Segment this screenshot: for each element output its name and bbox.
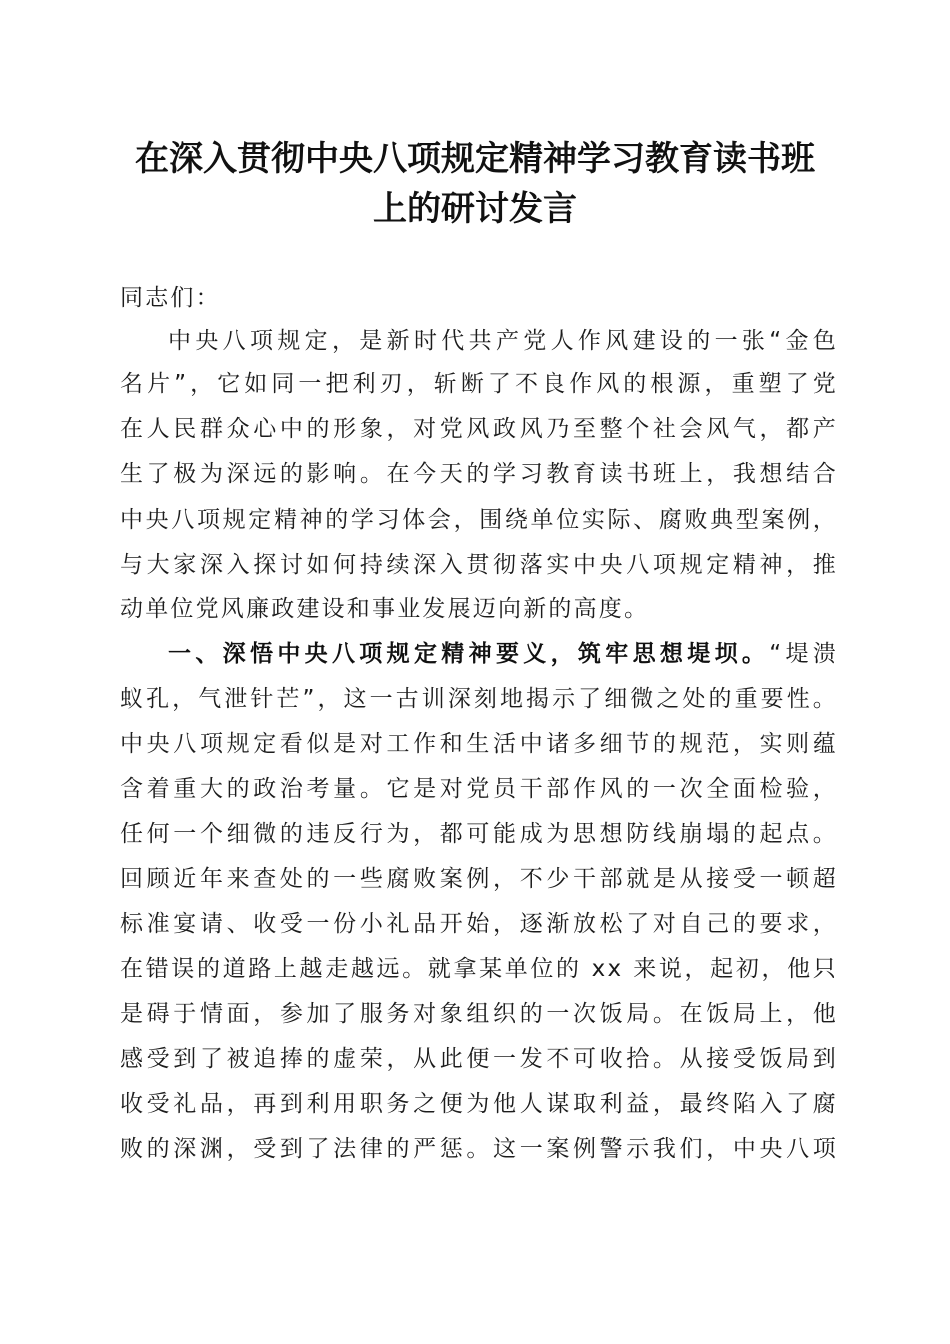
section-1-line: 标准宴请、收受一份小礼品开始，逐渐放松了对自己的要求，	[120, 911, 838, 937]
section-1-line: 任何一个细微的违反行为，都可能成为思想防线崩塌的起点。	[120, 821, 838, 847]
section-1-line: 收受礼品，再到利用职务之便为他人谋取利益，最终陷入了腐	[120, 1091, 838, 1117]
section-1-line: 败的深渊，受到了法律的严惩。这一案例警示我们，中央八项	[120, 1136, 838, 1162]
section-1-line: 中央八项规定看似是对工作和生活中诸多细节的规范，实则蕴	[120, 731, 838, 757]
paragraph-1-line: 名片”，它如同一把利刃，斩断了不良作风的根源，重塑了党	[120, 371, 838, 397]
document-title-line-1: 在深入贯彻中央八项规定精神学习教育读书班	[135, 139, 815, 179]
paragraph-1-line: 中央八项规定精神的学习体会，围绕单位实际、腐败典型案例，	[120, 507, 838, 533]
paragraph-1-line: 动单位党风廉政建设和事业发展迈向新的高度。	[120, 596, 650, 622]
section-1-line: 是碍于情面，参加了服务对象组织的一次饭局。在饭局上，他	[120, 1001, 838, 1027]
section-1-line: 蚁孔，气泄针芒”，这一古训深刻地揭示了细微之处的重要性。	[120, 686, 838, 712]
paragraph-1-line: 中央八项规定，是新时代共产党人作风建设的一张“金色	[168, 328, 838, 354]
paragraph-1-line: 与大家深入探讨如何持续深入贯彻落实中央八项规定精神，推	[120, 552, 838, 578]
section-1-heading-tail: “堤溃	[769, 641, 839, 667]
paragraph-1-line: 在人民群众心中的形象，对党风政风乃至整个社会风气，都产	[120, 416, 838, 442]
section-1-line: 在错误的道路上越走越远。就拿某单位的 xx 来说，起初，他只	[120, 956, 838, 982]
paragraph-1-line: 生了极为深远的影响。在今天的学习教育读书班上，我想结合	[120, 461, 838, 487]
document-title-line-2: 上的研讨发言	[373, 189, 577, 229]
section-1-line: 回顾近年来查处的一些腐败案例，不少干部就是从接受一顿超	[120, 866, 838, 892]
section-1-heading: 一、深悟中央八项规定精神要义，筑牢思想堤坝。	[168, 641, 770, 667]
section-1-first-line	[168, 639, 838, 669]
salutation: 同志们：	[120, 285, 221, 311]
section-1-line: 含着重大的政治考量。它是对党员干部作风的一次全面检验，	[120, 776, 838, 802]
section-1-line: 感受到了被追捧的虚荣，从此便一发不可收拾。从接受饭局到	[120, 1046, 838, 1072]
